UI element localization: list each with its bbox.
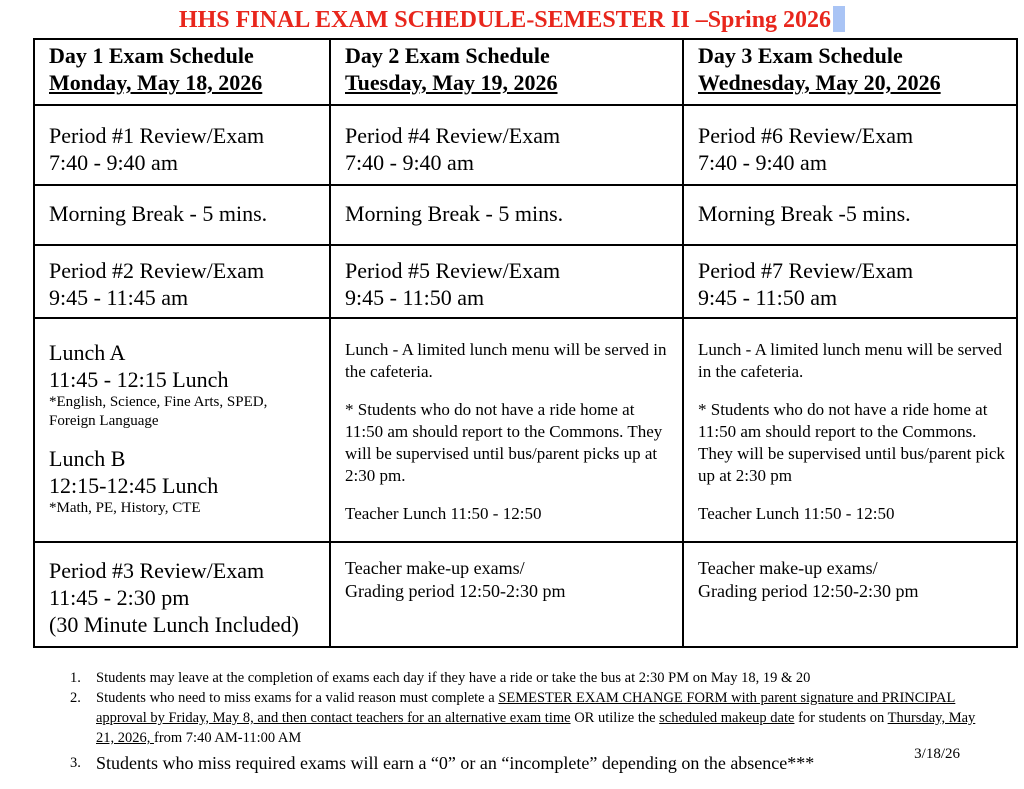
day3-header [683,39,1017,105]
lunch-b-note: *Math, PE, History, CTE [49,500,201,516]
period-label: Period #4 Review/Exam [345,123,561,148]
header-row [34,39,1017,105]
day-date: Monday, May 18, 2026 [49,70,263,95]
cell [683,245,1017,318]
day-heading: Day 3 Exam Schedule [698,43,903,68]
lunch-b-label: Lunch B [49,446,126,471]
cell [330,318,683,542]
period-label: Period #3 Review/Exam [49,558,265,583]
period-time: 7:40 - 9:40 am [698,150,827,175]
lunch-note: Lunch - A limited lunch menu will be served in the cafeteria. [345,340,667,381]
makeup-label: Teacher make-up exams/ [698,558,878,578]
note-segment: scheduled makeup date [659,710,795,726]
cell [330,105,683,185]
period-label: Period #7 Review/Exam [698,258,914,283]
grading-period: Grading period 12:50-2:30 pm [698,581,919,601]
note-3 [70,751,990,775]
lunch-b-time: 12:15-12:45 Lunch [49,473,219,498]
period-time: 9:45 - 11:50 am [345,285,485,310]
period-time: 11:45 - 2:30 pm [49,585,190,610]
period-label: Period #1 Review/Exam [49,123,265,148]
day-date: Tuesday, May 19, 2026 [345,70,558,95]
period-note: (30 Minute Lunch Included) [49,612,299,637]
note-number: 3. [70,755,81,771]
note-number: 1. [70,670,81,686]
day2-header [330,39,683,105]
cell: Morning Break -5 mins. [683,185,1017,245]
day-heading: Day 2 Exam Schedule [345,43,550,68]
period-label: Period #2 Review/Exam [49,258,265,283]
title-text: HHS FINAL EXAM SCHEDULE-SEMESTER II –Spring 2026 [178,7,832,33]
final-row [34,542,1017,647]
period-label: Period #5 Review/Exam [345,258,561,283]
lunch-a-label: Lunch A [49,340,126,365]
cell [34,105,330,185]
grading-period: Grading period 12:50-2:30 pm [345,581,566,601]
cell [330,245,683,318]
lunch-note: Lunch - A limited lunch menu will be served in the cafeteria. [698,340,1003,381]
note-text [96,688,990,748]
cell [330,542,683,647]
note-segment: Thursday, May 21, 2026, [96,710,976,746]
lunch-a-note: *English, Science, Fine Arts, SPED, Foreign Language [49,394,268,429]
day-heading: Day 1 Exam Schedule [49,43,254,68]
note-number: 2. [70,690,81,706]
break-row [34,185,1017,245]
note-text: Students may leave at the completion of exams each day if they have a ride or take the bus at 2:30 PM on May 18, 19 & 20 [96,670,811,686]
makeup-label: Teacher make-up exams/ [345,558,525,578]
teacher-lunch: Teacher Lunch 11:50 - 12:50 [698,504,895,523]
note-segment: from 7:40 AM-11:00 AM [154,730,302,746]
cell [683,542,1017,647]
lunch-row [34,318,1017,542]
period-time: 9:45 - 11:45 am [49,285,189,310]
cell [34,245,330,318]
cell: Morning Break - 5 mins. [34,185,330,245]
period-label: Period #6 Review/Exam [698,123,914,148]
period-time: 9:45 - 11:50 am [698,285,838,310]
note-text: Students who miss required exams will earn a “0” or an “incomplete” depending on the absence*** [96,753,815,773]
note-segment: for students on [794,710,888,726]
revision-date: 3/18/26 [914,746,960,762]
cell [34,542,330,647]
lunch-a-time: 11:45 - 12:15 Lunch [49,367,229,392]
period-time: 7:40 - 9:40 am [49,150,178,175]
second-period-row [34,245,1017,318]
first-period-row [34,105,1017,185]
period-time: 7:40 - 9:40 am [345,150,474,175]
note-segment: SEMESTER EXAM CHANGE FORM with parent signature and PRINCIPAL approval by Friday, May 8, and then contact teachers for an alternative exam time [96,690,956,726]
day1-header [34,39,330,105]
cell: Morning Break - 5 mins. [330,185,683,245]
footnotes [70,668,990,775]
document-title [0,6,1024,34]
ride-note: * Students who do not have a ride home at 11:50 am should report to the Commons. They will be supervised until bus/parent picks up at 2:30 pm. [345,400,663,485]
note-2 [70,688,990,748]
day-date: Wednesday, May 20, 2026 [698,70,941,95]
teacher-lunch: Teacher Lunch 11:50 - 12:50 [345,504,542,523]
exam-schedule-table [33,38,1018,648]
ride-note: * Students who do not have a ride home at 11:50 am should report to the Commons. They will be supervised until bus/parent pick up at 2:30 pm [698,400,1005,485]
cell [34,318,330,542]
note-segment: Students who need to miss exams for a valid reason must complete a [96,690,499,706]
cell [683,105,1017,185]
cell [683,318,1017,542]
text-cursor [833,6,845,32]
note-segment: OR utilize the [570,710,660,726]
note-1 [70,668,990,688]
